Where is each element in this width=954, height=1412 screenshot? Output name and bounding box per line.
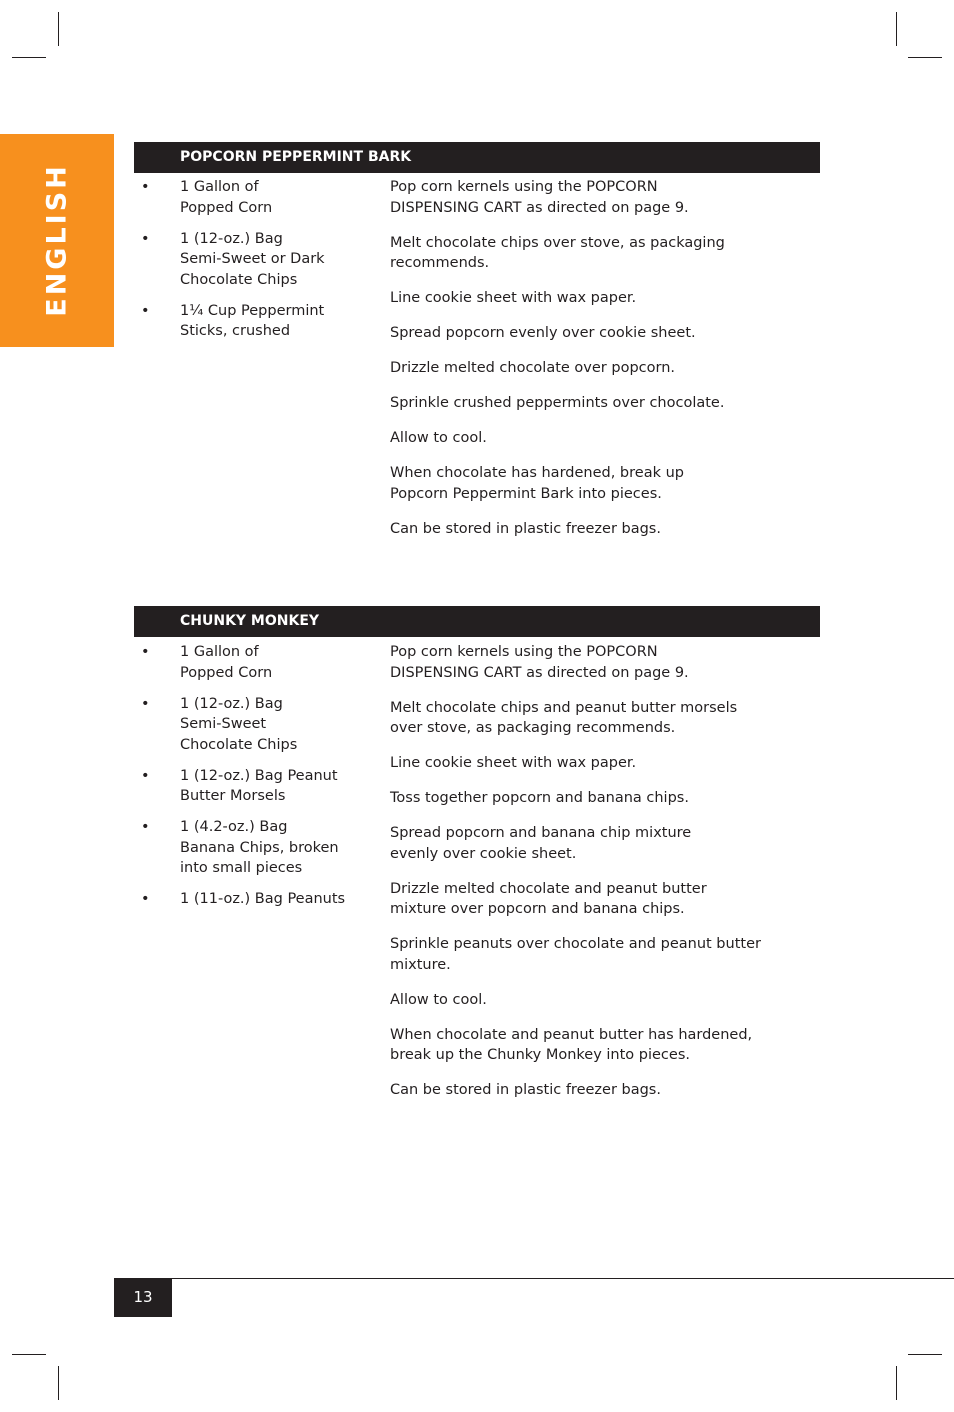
bullet: • xyxy=(141,767,150,784)
ingredient-item xyxy=(134,694,364,756)
step-text: Melt chocolate chips over stove, as packaging recommends. xyxy=(390,234,725,271)
language-tab-label: ENGLISH xyxy=(41,163,73,317)
ingredient-item xyxy=(134,301,364,342)
step-text: When chocolate and peanut butter has hardened, break up the Chunky Monkey into pieces. xyxy=(390,1026,753,1063)
crop-mark-top-left-h xyxy=(12,57,46,58)
bullet: • xyxy=(141,819,150,835)
bullet: • xyxy=(141,230,150,247)
bullet: • xyxy=(141,644,150,660)
steps-chunky-monkey xyxy=(390,642,820,1115)
step-text: Line cookie sheet with wax paper. xyxy=(390,755,637,771)
bullet: • xyxy=(141,302,150,319)
step-text: Spread popcorn and banana chip mixture evenly over cookie sheet. xyxy=(390,825,692,862)
crop-mark-bottom-right-h xyxy=(908,1354,942,1355)
step-text: Drizzle melted chocolate and peanut butter mixture over popcorn and banana chips. xyxy=(390,880,707,917)
crop-mark-top-left-v xyxy=(58,12,59,46)
crop-mark-top-right-v xyxy=(896,12,897,46)
crop-mark-bottom-left-v xyxy=(58,1366,59,1400)
step-text: Toss together popcorn and banana chips. xyxy=(390,790,689,806)
ingredient-text: 1 (12-oz.) Bag Semi-Sweet Chocolate Chips xyxy=(180,695,298,753)
recipe-title: CHUNKY MONKEY xyxy=(180,613,320,629)
ingredient-text: 1 (11-oz.) Bag Peanuts xyxy=(180,891,346,907)
step-text: Pop corn kernels using the POPCORN DISPENSING CART as directed on page 9. xyxy=(390,644,689,681)
language-tab xyxy=(0,134,114,347)
ingredient-item xyxy=(134,229,364,291)
step-text: Pop corn kernels using the POPCORN DISPENSING CART as directed on page 9. xyxy=(390,179,689,216)
step-text: Melt chocolate chips and peanut butter morsels over stove, as packaging recommends. xyxy=(390,699,738,736)
ingredient-item xyxy=(134,817,364,879)
step-text: Sprinkle crushed peppermints over chocolate. xyxy=(390,395,725,411)
ingredient-list-chunky-monkey xyxy=(134,642,364,920)
ingredient-item xyxy=(134,642,364,683)
page-number: 13 xyxy=(133,1288,153,1306)
ingredient-text: 1 (12-oz.) Bag Semi-Sweet or Dark Chocolate Chips xyxy=(180,230,325,288)
crop-mark-bottom-left-h xyxy=(12,1354,46,1355)
bullet: • xyxy=(141,891,150,907)
page-number-box xyxy=(114,1278,172,1317)
ingredient-item xyxy=(134,766,364,807)
bullet: • xyxy=(141,695,150,712)
ingredient-text: 1¼ Cup Peppermint Sticks, crushed xyxy=(180,302,325,339)
step-text: Drizzle melted chocolate over popcorn. xyxy=(390,360,676,376)
recipe-header-peppermint-bark xyxy=(134,142,820,173)
bullet: • xyxy=(141,179,150,195)
ingredient-item xyxy=(134,889,364,910)
ingredient-text: 1 (4.2-oz.) Bag Banana Chips, broken into small pieces xyxy=(180,819,339,876)
step-text: Can be stored in plastic freezer bags. xyxy=(390,1082,661,1098)
ingredient-text: 1 Gallon of Popped Corn xyxy=(180,179,273,216)
step-text: Line cookie sheet with wax paper. xyxy=(390,290,637,306)
ingredient-item xyxy=(134,177,364,218)
footer-rule xyxy=(114,1278,954,1279)
recipe-header-chunky-monkey xyxy=(134,606,820,637)
ingredient-text: 1 (12-oz.) Bag Peanut Butter Morsels xyxy=(180,767,338,804)
step-text: Allow to cool. xyxy=(390,430,487,446)
step-text: Can be stored in plastic freezer bags. xyxy=(390,520,661,537)
ingredient-list-peppermint-bark xyxy=(134,177,364,352)
crop-mark-top-right-h xyxy=(908,57,942,58)
steps-peppermint-bark xyxy=(390,177,820,554)
step-text: When chocolate has hardened, break up Popcorn Peppermint Bark into pieces. xyxy=(390,465,684,502)
crop-mark-bottom-right-v xyxy=(896,1366,897,1400)
step-text: Sprinkle peanuts over chocolate and peanut butter mixture. xyxy=(390,936,761,973)
recipe-title: POPCORN PEPPERMINT BARK xyxy=(180,149,412,165)
step-text: Allow to cool. xyxy=(390,991,487,1008)
step-text: Spread popcorn evenly over cookie sheet. xyxy=(390,325,696,341)
ingredient-text: 1 Gallon of Popped Corn xyxy=(180,644,273,681)
